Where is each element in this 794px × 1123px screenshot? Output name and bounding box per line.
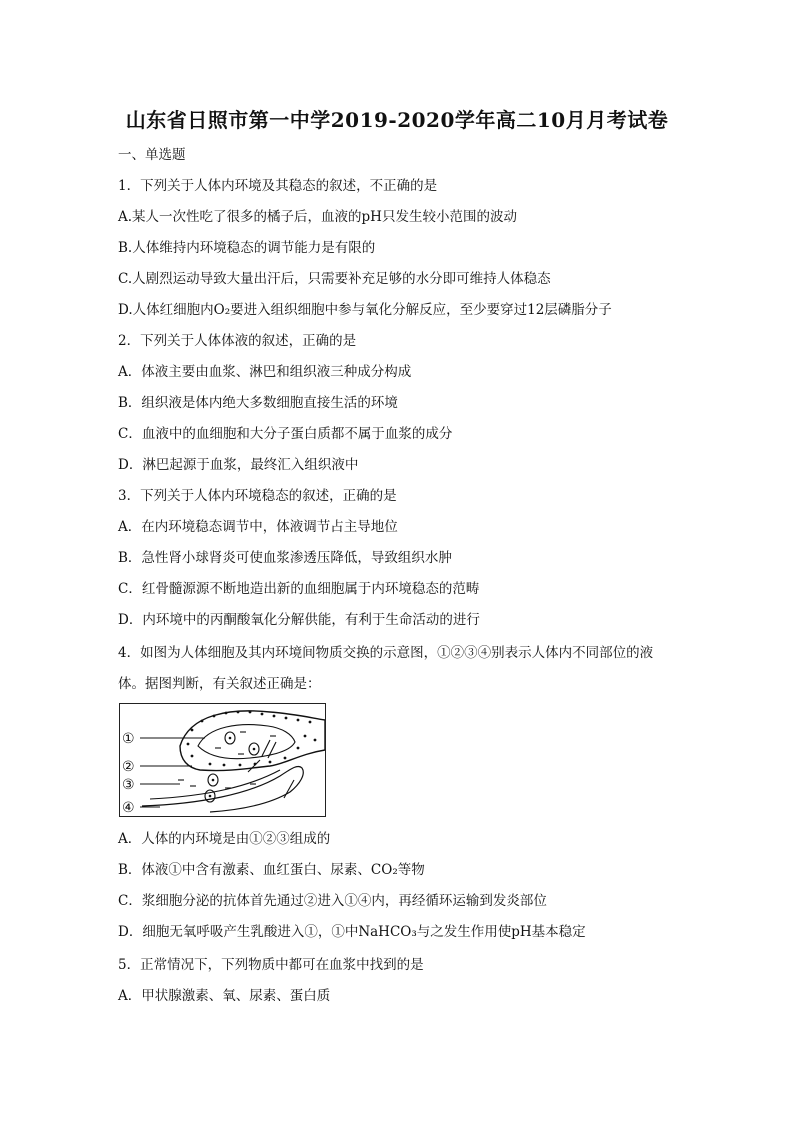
question-2-stem: 2．下列关于人体体液的叙述，正确的是 [118,333,357,349]
question-2-option-b: B．组织液是体内绝大多数细胞直接生活的环境 [118,395,398,411]
question-2-option-d: D．淋巴起源于血浆，最终汇入组织液中 [118,457,359,473]
question-1-option-a: A.某人一次性吃了很多的橘子后，血液的pH只发生较小范围的波动 [118,209,517,225]
lymph-capillary [142,766,303,812]
question-1-option-c: C.人剧烈运动导致大量出汗后，只需要补充足够的水分即可维持人体稳态 [118,271,551,287]
question-3-option-d: D．内环境中的丙酮酸氧化分解供能，有利于生命活动的进行 [118,612,480,628]
section-heading: 一、单选题 [118,147,186,163]
page-title: 山东省日照市第一中学2019-2020学年高二10月月考试卷 [125,108,669,132]
capillary-inner-wall [198,725,295,759]
question-3-option-b: B．急性肾小球肾炎可使血浆渗透压降低，导致组织水肿 [118,550,452,566]
question-5-stem: 5．正常情况下，下列物质中都可在血浆中找到的是 [118,957,424,973]
question-4-stem-line-2: 体。据图判断，有关叙述正确是： [118,676,321,692]
question-5-option-a: A．甲状腺激素、氧、尿素、蛋白质 [118,988,331,1004]
question-4-option-d: D．细胞无氧呼吸产生乳酸进入①，①中NaHCO₃与之发生作用使pH基本稳定 [118,924,586,940]
question-3-stem: 3．下列关于人体内环境稳态的叙述，正确的是 [118,488,397,504]
question-3-option-c: C．红骨髓源源不断地造出新的血细胞属于内环境稳态的范畴 [118,581,480,597]
question-4-option-b: B．体液①中含有激素、血红蛋白、尿素、CO₂等物 [118,862,425,878]
question-1-option-d: D.人体红细胞内O₂要进入组织细胞中参与氧化分解反应，至少要穿过12层磷脂分子 [118,302,612,318]
question-4-option-a: A．人体的内环境是由①②③组成的 [118,831,331,847]
figure-label-1: ① [122,731,135,747]
body-fluid-exchange-diagram [119,703,326,817]
question-3-option-a: A．在内环境稳态调节中，体液调节占主导地位 [118,519,398,535]
question-1-stem: 1．下列关于人体内环境及其稳态的叙述，不正确的是 [118,178,438,194]
figure-label-4: ④ [122,800,135,816]
question-2-option-c: C．血液中的血细胞和大分子蛋白质都不属于血浆的成分 [118,426,453,442]
figure-label-2: ② [122,759,135,775]
question-2-option-a: A．体液主要由血浆、淋巴和组织液三种成分构成 [118,364,412,380]
question-1-option-b: B.人体维持内环境稳态的调节能力是有限的 [118,240,376,256]
figure-label-3: ③ [122,777,135,793]
question-4-stem-line-1: 4．如图为人体细胞及其内环境间物质交换的示意图，①②③④别表示人体内不同部位的液 [118,645,654,661]
question-4-option-c: C．浆细胞分泌的抗体首先通过②进入①④内，再经循环运输到发炎部位 [118,893,547,909]
